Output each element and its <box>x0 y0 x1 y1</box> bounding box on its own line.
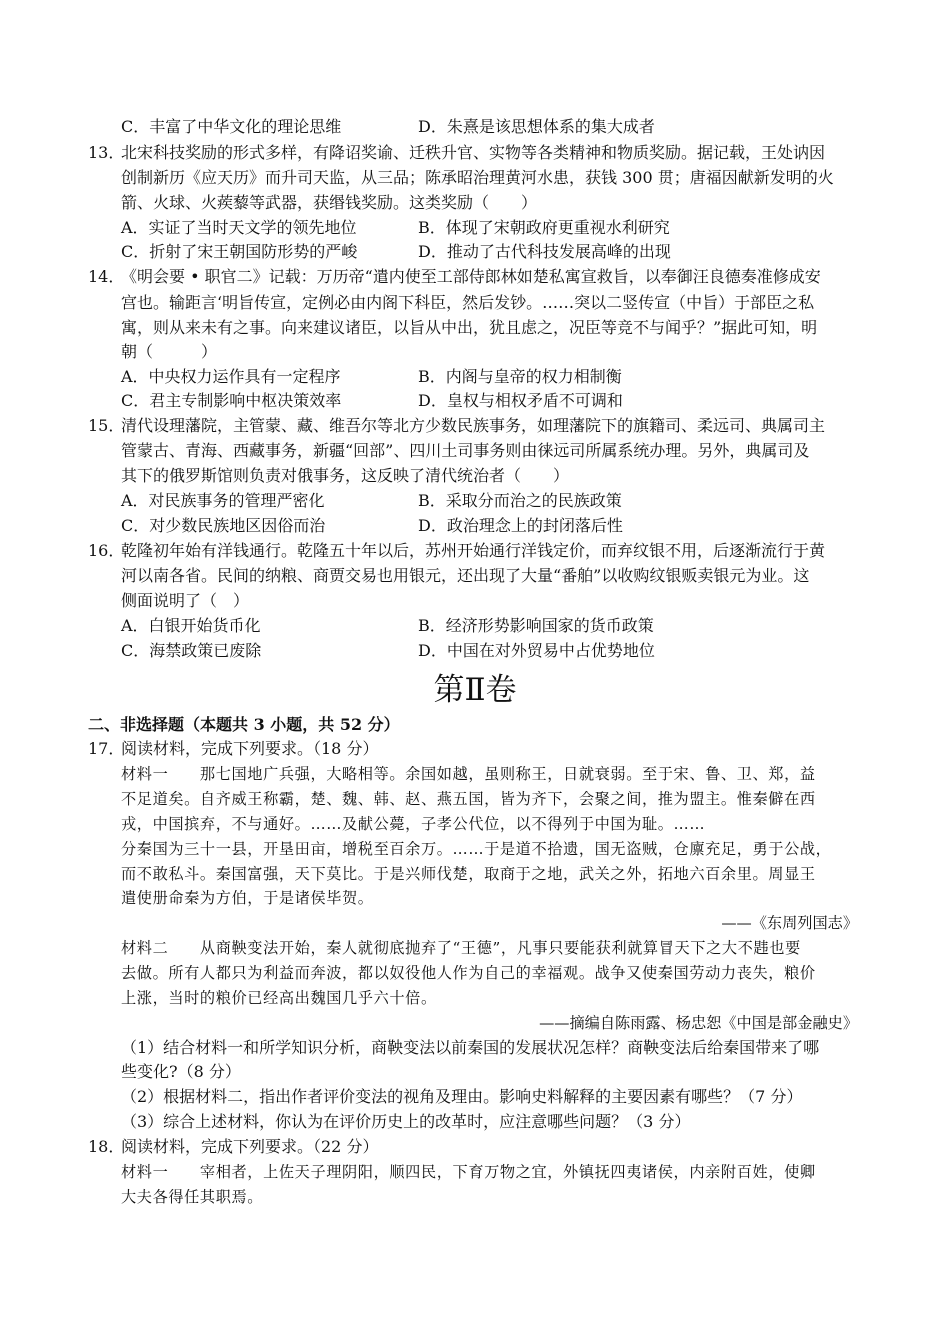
q13-option-d: D．推动了古代科技发展高峰的出现 <box>418 242 671 261</box>
q13-option-a: A．实证了当时天文学的领先地位 <box>121 218 357 237</box>
q18-material1-line: 材料一 宰相者，上佐天子理阴阳，顺四民，下育万物之宜，外镇抚四夷诸侯，内亲附百姓，使卿 <box>121 1163 816 1181</box>
q17-number: 17． <box>88 739 125 758</box>
q17-intro: 阅读材料，完成下列要求。（18 分） <box>121 739 379 758</box>
q14-stem-line: 朝（ ） <box>121 342 218 361</box>
q12-option-c: C．丰富了中华文化的理论思维 <box>121 117 342 136</box>
q14-stem-line: 宫也。输距言‘明旨传宣，定例必由内阁下科臣，然后发钞。……突以二竖传宣（中旨）于部臣之私 <box>121 293 815 312</box>
q16-option-a: A．白银开始货币化 <box>121 616 261 635</box>
q16-stem-line: 侧面说明了（ ） <box>121 591 250 610</box>
q15-stem-line: 清代设理藩院，主管蒙、藏、维吾尔等北方少数民族事务，如理藩院下的旗籍司、柔远司、典属司主 <box>121 416 826 435</box>
q12-option-d: D．朱熹是该思想体系的集大成者 <box>418 117 655 136</box>
q16-number: 16． <box>88 541 125 560</box>
q13-option-c: C．折射了宋王朝国防形势的严峻 <box>121 242 358 261</box>
q13-stem-line: 北宋科技奖励的形式多样，有降诏奖谕、迁秩升官、实物等各类精神和物质奖励。据记载，王处讷因 <box>121 143 826 162</box>
q15-option-d: D．政治理念上的封闭落后性 <box>418 516 623 535</box>
q17-subquestion-1: （1）结合材料一和所学知识分析，商鞅变法以前秦国的发展状况怎样？商鞅变法后给秦国带来了哪 <box>121 1038 820 1057</box>
part-two-title: 第Ⅱ卷 <box>433 672 517 708</box>
q15-number: 15． <box>88 416 125 435</box>
q17-material2-source: ——摘编自陈雨露、杨忠恕《中国是部金融史》 <box>539 1014 858 1032</box>
q15-option-c: C．对少数民族地区因俗而治 <box>121 516 326 535</box>
q13-number: 13． <box>88 143 125 162</box>
section-two-heading: 二、非选择题（本题共 3 小题，共 52 分） <box>88 715 400 734</box>
q17-material2-line: 上涨，当时的粮价已经高出魏国几乎六十倍。 <box>121 989 437 1007</box>
q14-stem-line: 《明会要 • 职官二》记载：万历帝“遣内使至工部侍郎林如楚私寓宣救旨，以奉御汪良德奏准修成安 <box>121 267 821 286</box>
q17-material1-line: 不足道矣。自齐威王称霸，楚、魏、韩、赵、燕五国，皆为齐下，会聚之间，推为盟主。惟秦僻在西 <box>121 790 816 808</box>
q15-stem-line: 其下的俄罗斯馆则负责对俄事务，这反映了清代统治者（ ） <box>121 466 570 485</box>
q16-option-d: D．中国在对外贸易中占优势地位 <box>418 641 655 660</box>
q15-stem-line: 管蒙古、青海、西藏事务，新疆“回部”、四川土司事务则由徕远司所属系统办理。另外，典属司及 <box>121 441 810 460</box>
q16-option-c: C．海禁政策已废除 <box>121 641 262 660</box>
q13-stem-line: 创制新历《应天历》而升司天监，从三品；陈承昭治理黄河水患，获钱 300 贯；唐福因献新发明的火 <box>121 168 834 187</box>
q14-option-d: D．皇权与相权矛盾不可调和 <box>418 391 623 410</box>
q17-subquestion-1: 些变化?（8 分） <box>121 1062 241 1081</box>
q18-number: 18． <box>88 1137 125 1156</box>
q13-option-b: B．体现了宋朝政府更重视水利研究 <box>418 218 670 237</box>
q15-option-a: A．对民族事务的管理严密化 <box>121 491 325 510</box>
q14-stem-line: 寓，则从来未有之事。向来建议诸臣，以旨从中出，犹且虑之，况臣等竞不与闻乎？”据此可知，明 <box>121 318 818 337</box>
q17-subquestion-2: （2）根据材料二，指出作者评价变法的视角及理由。影响史料解释的主要因素有哪些？（7 分） <box>121 1087 803 1106</box>
q17-material2-line: 去做。所有人都只为利益而奔波，都以奴役他人作为自己的幸福观。战争又使秦国劳动力丧失，粮价 <box>121 964 816 982</box>
q16-stem-line: 乾隆初年始有洋钱通行。乾隆五十年以后，苏州开始通行洋钱定价，而弃纹银不用，后逐渐流行于黄 <box>121 541 826 560</box>
q18-material1-line: 大夫各得任其职焉。 <box>121 1188 264 1206</box>
q17-material1-line: 遣使册命秦为方伯，于是诸侯毕贺。 <box>121 889 374 907</box>
q17-material1-line: 而不敢私斗。秦国富强，天下莫比。于是兴师伐楚，取商于之地，武关之外，拓地六百余里。周显王 <box>121 865 816 883</box>
q17-material2-line: 材料二 从商鞅变法开始，秦人就彻底抛弃了“王德”，凡事只要能获利就算冒天下之大不韪也要 <box>121 939 801 957</box>
q14-option-a: A．中央权力运作具有一定程序 <box>121 367 341 386</box>
q14-number: 14． <box>88 267 125 286</box>
q18-intro: 阅读材料，完成下列要求。（22 分） <box>121 1137 379 1156</box>
q17-material1-line: 戎，中国摈弃，不与通好。……及献公薨，子孝公代位，以不得列于中国为耻。…… <box>121 815 706 833</box>
q14-option-c: C．君主专制影响中枢决策效率 <box>121 391 342 410</box>
q16-option-b: B．经济形势影响国家的货币政策 <box>418 616 654 635</box>
q16-stem-line: 河以南各省。民间的纳粮、商贾交易也用银元，还出现了大量“番舶”以收购纹银贩卖银元为业。这 <box>121 566 810 585</box>
q15-option-b: B．采取分而治之的民族政策 <box>418 491 622 510</box>
q17-material1-line: 分秦国为三十一县，开垦田亩，增税至百余万。……于是道不拾遗，国无盗贼，仓廪充足，勇于公战， <box>121 840 832 858</box>
q17-material1-source: ——《东周列国志》 <box>721 914 858 932</box>
q14-option-b: B．内阁与皇帝的权力相制衡 <box>418 367 622 386</box>
q17-subquestion-3: （3）综合上述材料，你认为在评价历史上的改革时，应注意哪些问题？（3 分） <box>121 1112 691 1131</box>
q13-stem-line: 箭、火球、火蒺藜等武器，获缗钱奖励。这类奖励（ ） <box>121 193 538 212</box>
q17-material1-line: 材料一 那七国地广兵强，大略相等。余国如越，虽则称王，日就衰弱。至于宋、鲁、卫、郑，益 <box>121 765 816 783</box>
